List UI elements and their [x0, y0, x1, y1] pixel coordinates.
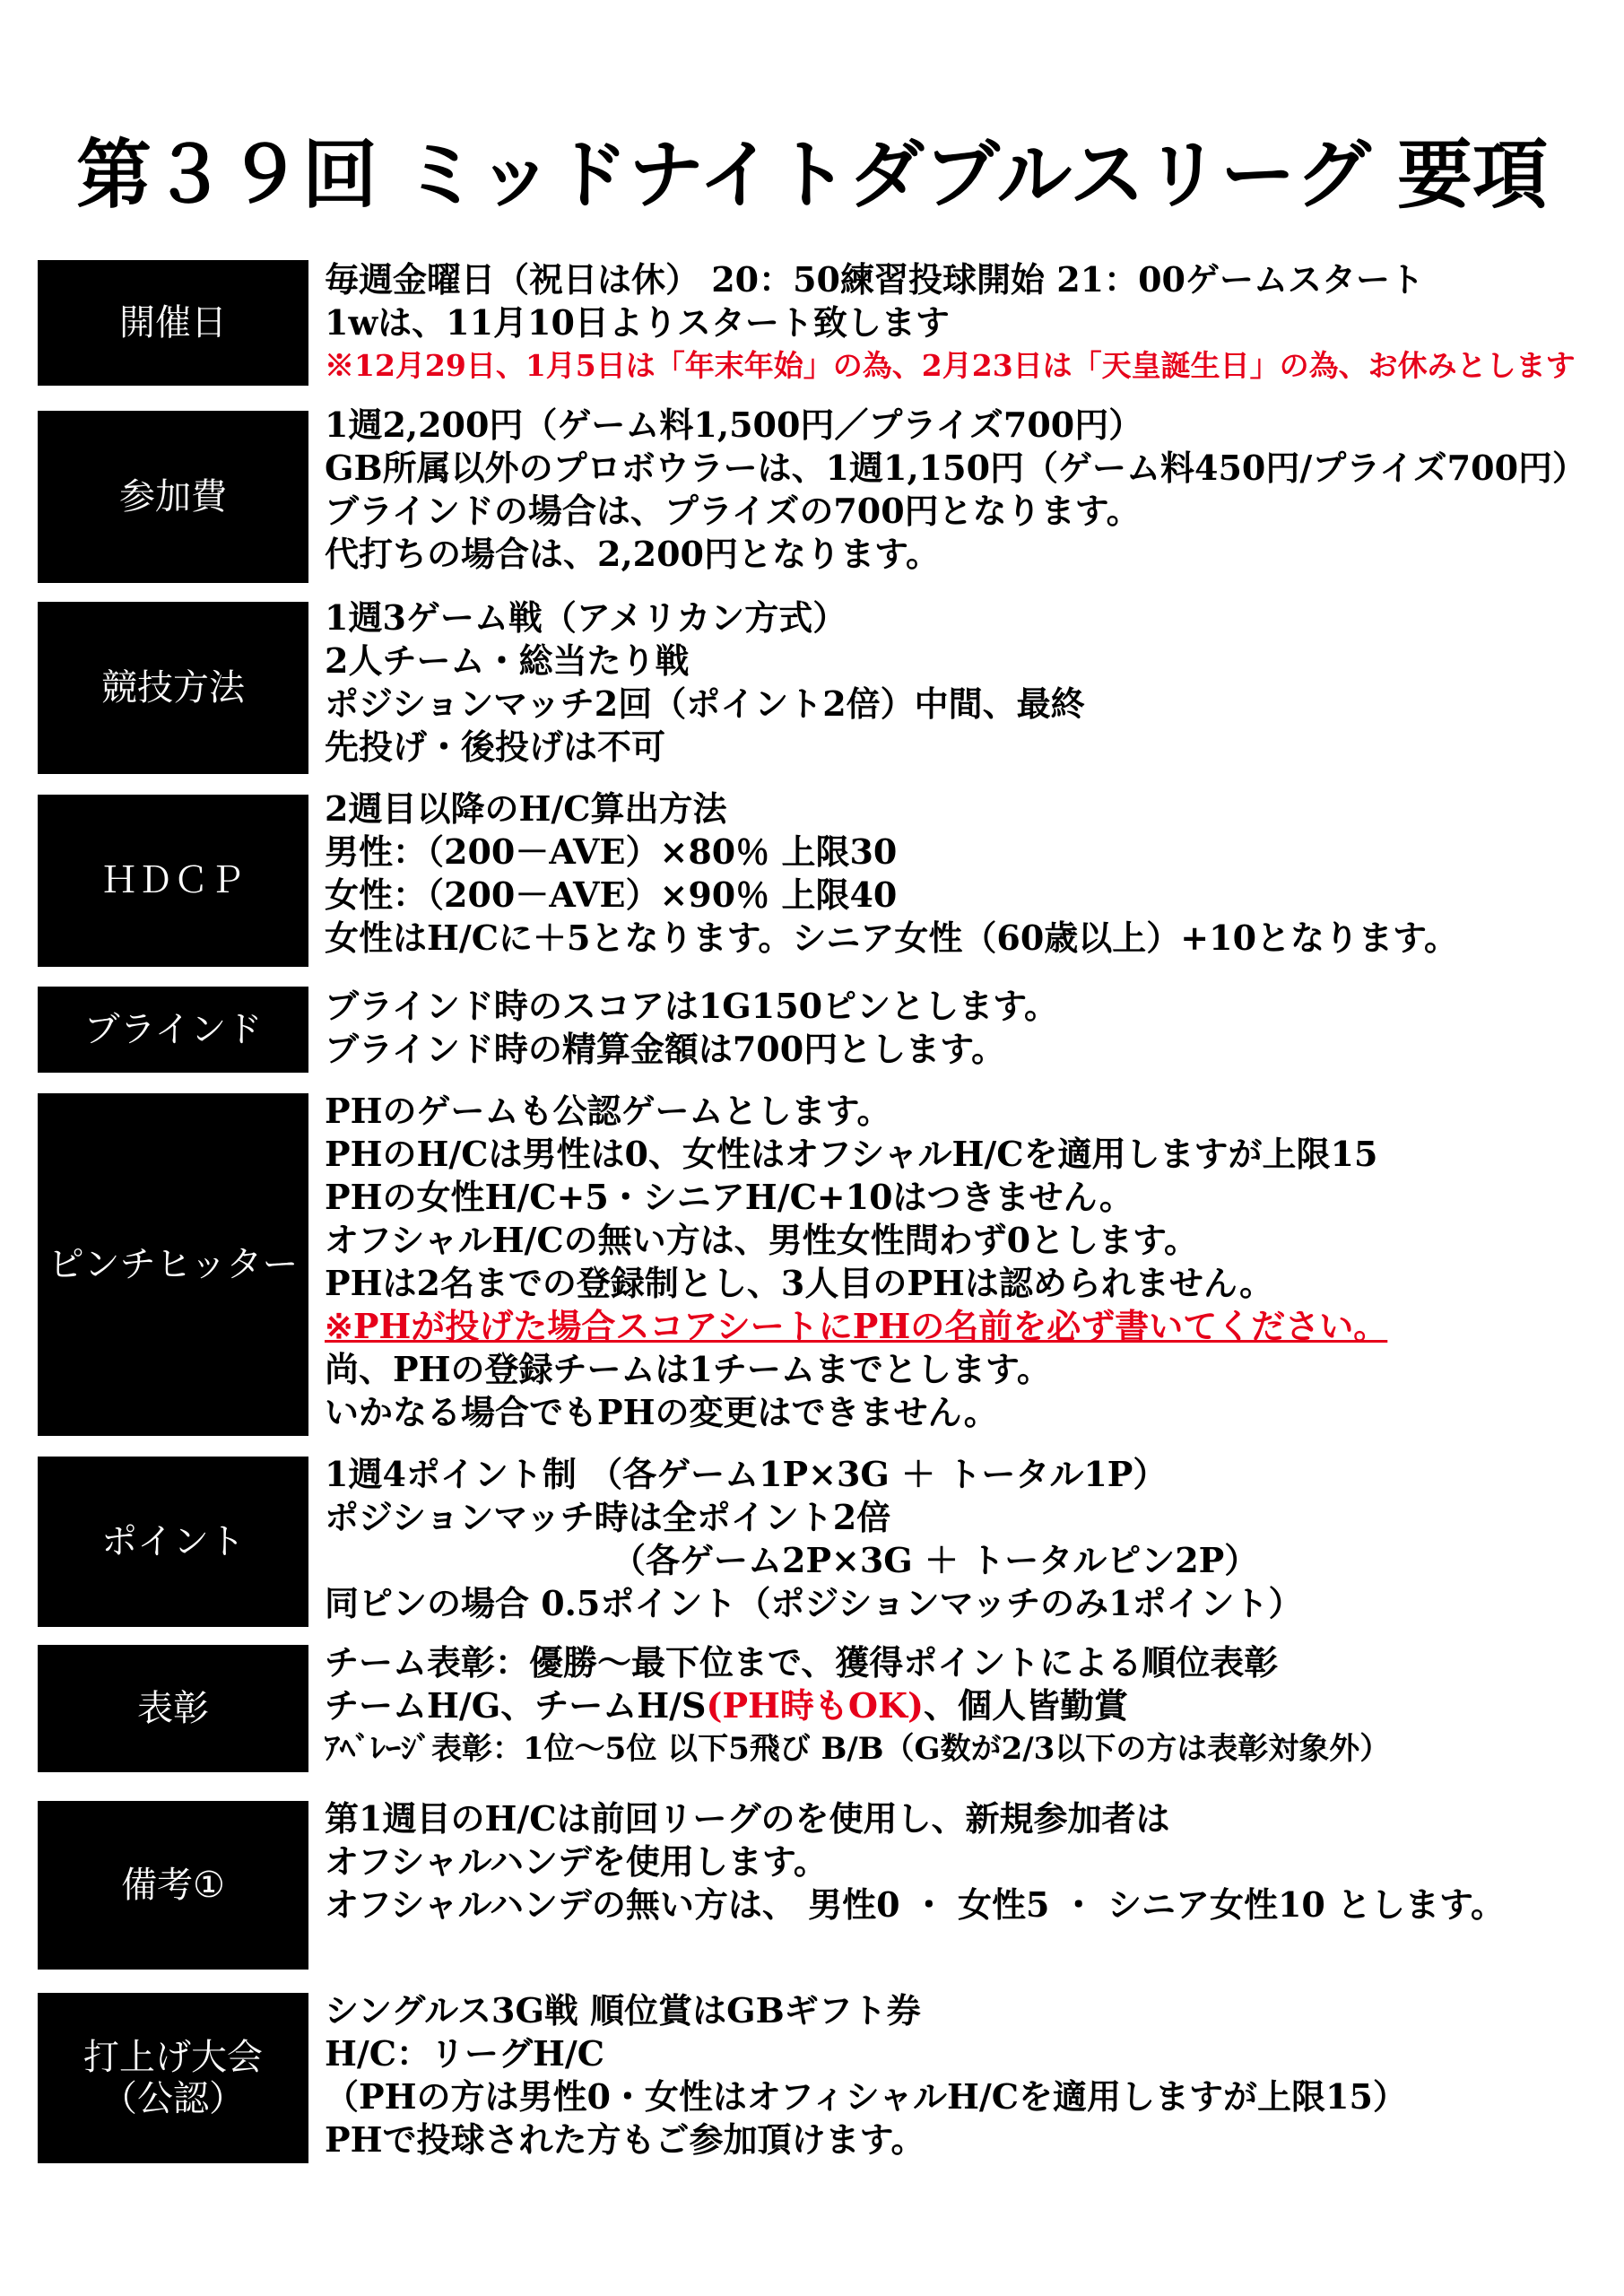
section-label: 競技方法 — [38, 602, 308, 774]
text-line — [325, 1684, 1607, 1727]
text-line: 第1週目のH/Cは前回リーグのを使用し、新規参加者は — [325, 1798, 1170, 1839]
text-line: GB所属以外のプロボウラーは、1週1,150円（ゲーム料450円/プライズ700円） — [325, 448, 1587, 488]
section-content — [325, 258, 1607, 387]
text-line: 女性はH/Cに＋5となります。シニア女性（60歳以上）+10となります。 — [325, 918, 1458, 958]
section-label: 開催日 — [38, 260, 308, 386]
text-line: ポジションマッチ時は全ポイント2倍 — [325, 1497, 891, 1537]
text-line: チーム表彰：優勝～最下位まで、獲得ポイントによる順位表彰 — [325, 1642, 1279, 1683]
text-line: H/C：リーグH/C — [325, 2033, 605, 2074]
text-line: いかなる場合でもPHの変更はできません。 — [325, 1392, 998, 1432]
section-content — [325, 1090, 1607, 1434]
notice-line: ※12月29日、1月5日は「年末年始」の為、2月23日は「天皇誕生日」の為、お休みとします — [325, 348, 1576, 383]
text-line: PHは2名までの登録制とし、3人目のPHは認められません。 — [325, 1263, 1274, 1303]
section-label: 参加費 — [38, 411, 308, 583]
section-content — [325, 985, 1607, 1071]
text-line: 尚、PHの登録チームは1チームまでとします。 — [325, 1349, 1051, 1389]
text-line: PHの女性H/C+5・シニアH/C+10はつきません。 — [325, 1177, 1133, 1217]
text-line: 女性：（200－AVE）×90％ 上限40 — [325, 874, 898, 915]
section-label: ポイント — [38, 1457, 308, 1627]
section-content — [325, 404, 1607, 576]
text-line: 2週目以降のH/C算出方法 — [325, 788, 727, 829]
section-label: ブラインド — [38, 987, 308, 1073]
text-line: 1wは、11月10日よりスタート致します — [325, 302, 950, 343]
text-line: 2人チーム・総当たり戦 — [325, 640, 690, 681]
text-line: 1週2,200円（ゲーム料1,500円／プライズ700円） — [325, 404, 1143, 445]
text-line: （PHの方は男性0・女性はオフィシャルH/Cを適用しますが上限15） — [325, 2076, 1407, 2117]
section-label: 表彰 — [38, 1645, 308, 1772]
page-title: 第３９回 ミッドナイトダブルスリーグ 要項 — [75, 131, 1549, 219]
section-content — [325, 1989, 1607, 2161]
text-line: 先投げ・後投げは不可 — [325, 726, 666, 767]
highlight-text: (PH時もOK) — [706, 1685, 925, 1726]
section-content — [325, 1453, 1607, 1625]
text-line: （各ゲーム2P×3G ＋ トータルピン2P） — [612, 1540, 1259, 1580]
text-line: PHで投球された方もご参加頂けます。 — [325, 2119, 925, 2160]
text-span: チームH/G、チームH/S — [325, 1685, 707, 1726]
section-label: ＨＤＣＰ — [38, 795, 308, 967]
text-line: ブラインドの場合は、プライズの700円となります。 — [325, 491, 1141, 531]
text-line: ｱﾍﾞﾚｰｼﾞ表彰：1位～5位 以下5飛び B/B（G数が2/3以下の方は表彰対象外） — [325, 1731, 1391, 1767]
text-line: ポジションマッチ2回（ポイント2倍）中間、最終 — [325, 683, 1085, 724]
section-content — [325, 596, 1607, 769]
text-line: ブラインド時の精算金額は700円とします。 — [325, 1029, 1006, 1069]
text-span: 、個人皆勤賞 — [924, 1685, 1129, 1726]
text-line: 代打ちの場合は、2,200円となります。 — [325, 534, 940, 574]
text-line: オフシャルハンデを使用します。 — [325, 1841, 828, 1882]
section-content — [325, 787, 1607, 960]
section-label: 打上げ大会 （公認） — [38, 1993, 308, 2163]
section-label: ピンチヒッター — [38, 1093, 308, 1436]
section-content — [325, 1641, 1607, 1770]
text-line: PHのゲームも公認ゲームとします。 — [325, 1091, 891, 1131]
text-line: ブラインド時のスコアは1G150ピンとします。 — [325, 986, 1059, 1026]
text-line: 1週3ゲーム戦（アメリカン方式） — [325, 597, 847, 638]
text-line: オフシャルハンデの無い方は、 男性0 ・ 女性5 ・ シニア女性10 とします。 — [325, 1884, 1506, 1925]
text-line: シングルス3G戦 順位賞はGBギフト券 — [325, 1990, 921, 2031]
warning-line: ※PHが投げた場合スコアシートにPHの名前を必ず書いてください。 — [325, 1306, 1388, 1346]
section-content — [325, 1797, 1607, 1926]
section-label: 備考① — [38, 1801, 308, 1970]
text-line: 毎週金曜日（祝日は休） 20：50練習投球開始 21：00ゲームスタート — [325, 259, 1424, 300]
text-line: 1週4ポイント制 （各ゲーム1P×3G ＋ トータル1P） — [325, 1454, 1168, 1494]
text-line: オフシャルH/Cの無い方は、男性女性問わず0とします。 — [325, 1220, 1199, 1260]
text-line: 男性：（200－AVE）×80％ 上限30 — [325, 831, 898, 872]
text-line: 同ピンの場合 0.5ポイント（ポジションマッチのみ1ポイント） — [325, 1583, 1303, 1623]
text-line: PHのH/Cは男性は0、女性はオフシャルH/Cを適用しますが上限15 — [325, 1134, 1378, 1174]
